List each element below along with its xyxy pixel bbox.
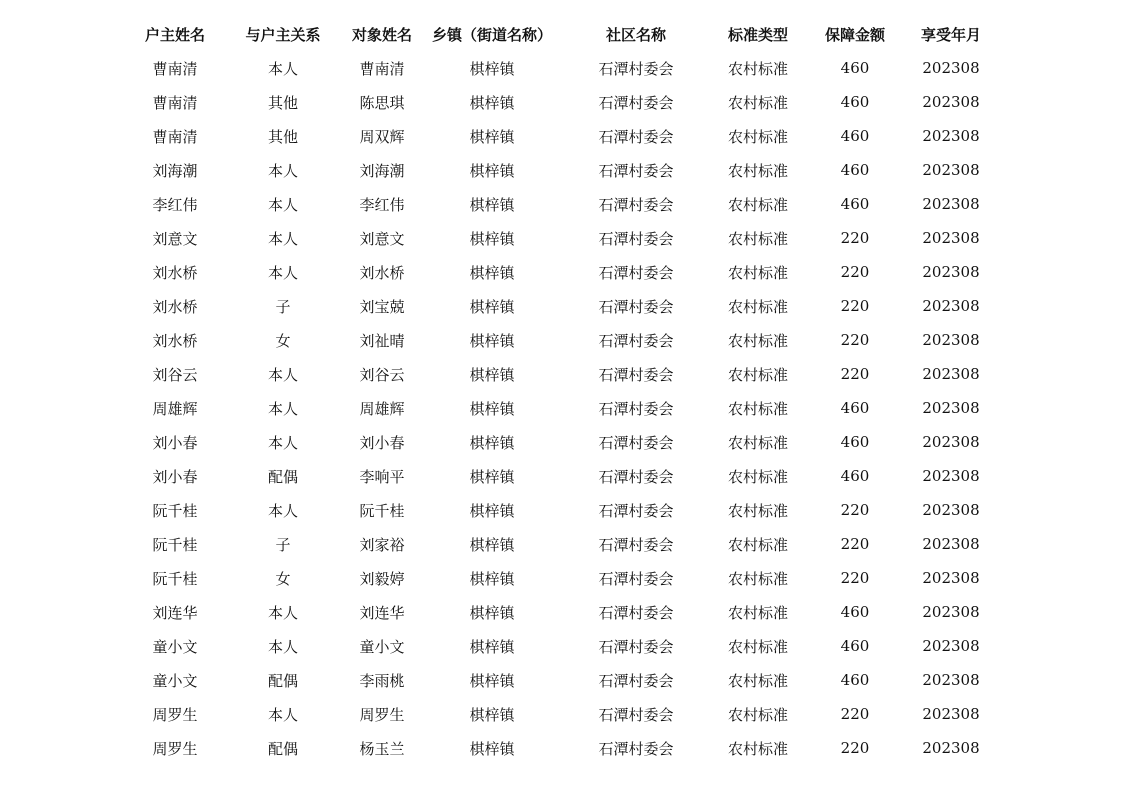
community-cell: 石潭村委会 xyxy=(598,93,674,112)
household-head-cell: 刘谷云 xyxy=(152,365,198,384)
town-cell: 棋梓镇 xyxy=(469,331,515,350)
month-cell: 202308 xyxy=(922,365,980,383)
community-cell: 石潭村委会 xyxy=(598,127,674,146)
recipient-name-cell: 杨玉兰 xyxy=(359,739,405,758)
month-cell: 202308 xyxy=(922,501,980,519)
town-cell: 棋梓镇 xyxy=(469,569,515,588)
amount-cell: 460 xyxy=(840,195,870,213)
town-cell: 棋梓镇 xyxy=(469,195,515,214)
relationship-cell: 子 xyxy=(275,297,291,316)
relationship-cell: 本人 xyxy=(267,161,298,180)
amount-cell: 460 xyxy=(840,161,870,179)
table-row xyxy=(124,323,996,357)
community-cell: 石潭村委会 xyxy=(598,433,674,452)
standard-type-cell: 农村标准 xyxy=(727,637,788,656)
month-cell: 202308 xyxy=(922,399,980,417)
month-cell: 202308 xyxy=(922,59,980,77)
standard-type-cell: 农村标准 xyxy=(727,161,788,180)
relationship-cell: 子 xyxy=(275,535,291,554)
amount-cell: 460 xyxy=(840,433,870,451)
month-cell: 202308 xyxy=(922,195,980,213)
table-row xyxy=(124,731,996,765)
amount-cell: 460 xyxy=(840,93,870,111)
standard-type-cell: 农村标准 xyxy=(727,603,788,622)
recipient-name-cell: 刘家裕 xyxy=(359,535,405,554)
header-town: 乡镇（街道名称） xyxy=(431,25,552,44)
standard-type-cell: 农村标准 xyxy=(727,331,788,350)
table-row xyxy=(124,119,996,153)
community-cell: 石潭村委会 xyxy=(598,297,674,316)
relationship-cell: 本人 xyxy=(267,603,298,622)
standard-type-cell: 农村标准 xyxy=(727,127,788,146)
amount-cell: 460 xyxy=(840,671,870,689)
recipient-name-cell: 刘意文 xyxy=(359,229,405,248)
recipient-name-cell: 周双辉 xyxy=(359,127,405,146)
community-cell: 石潭村委会 xyxy=(598,705,674,724)
table-row xyxy=(124,153,996,187)
community-cell: 石潭村委会 xyxy=(598,263,674,282)
table-row xyxy=(124,85,996,119)
table-body xyxy=(124,51,996,765)
table-row xyxy=(124,493,996,527)
amount-cell: 460 xyxy=(840,467,870,485)
table-row xyxy=(124,527,996,561)
table-row xyxy=(124,425,996,459)
amount-cell: 220 xyxy=(840,569,870,587)
amount-cell: 460 xyxy=(840,603,870,621)
town-cell: 棋梓镇 xyxy=(469,603,515,622)
recipient-name-cell: 李红伟 xyxy=(359,195,405,214)
community-cell: 石潭村委会 xyxy=(598,331,674,350)
header-month: 享受年月 xyxy=(920,25,981,44)
household-head-cell: 李红伟 xyxy=(152,195,198,214)
recipient-name-cell: 刘祉晴 xyxy=(359,331,405,350)
recipient-name-cell: 陈思琪 xyxy=(359,93,405,112)
household-head-cell: 刘海潮 xyxy=(152,161,198,180)
town-cell: 棋梓镇 xyxy=(469,263,515,282)
household-head-cell: 周罗生 xyxy=(152,739,198,758)
month-cell: 202308 xyxy=(922,263,980,281)
household-head-cell: 童小文 xyxy=(152,637,198,656)
standard-type-cell: 农村标准 xyxy=(727,569,788,588)
assistance-roster-table xyxy=(124,17,996,765)
relationship-cell: 配偶 xyxy=(267,467,298,486)
table-row xyxy=(124,561,996,595)
standard-type-cell: 农村标准 xyxy=(727,229,788,248)
standard-type-cell: 农村标准 xyxy=(727,195,788,214)
standard-type-cell: 农村标准 xyxy=(727,93,788,112)
relationship-cell: 其他 xyxy=(267,127,298,146)
recipient-name-cell: 李响平 xyxy=(359,467,405,486)
recipient-name-cell: 刘宝兢 xyxy=(359,297,405,316)
community-cell: 石潭村委会 xyxy=(598,603,674,622)
standard-type-cell: 农村标准 xyxy=(727,59,788,78)
household-head-cell: 阮千桂 xyxy=(152,501,198,520)
recipient-name-cell: 阮千桂 xyxy=(359,501,405,520)
town-cell: 棋梓镇 xyxy=(469,501,515,520)
table-row xyxy=(124,51,996,85)
standard-type-cell: 农村标准 xyxy=(727,501,788,520)
amount-cell: 460 xyxy=(840,399,870,417)
month-cell: 202308 xyxy=(922,637,980,655)
relationship-cell: 女 xyxy=(275,331,291,350)
recipient-name-cell: 童小文 xyxy=(359,637,405,656)
relationship-cell: 本人 xyxy=(267,229,298,248)
month-cell: 202308 xyxy=(922,229,980,247)
relationship-cell: 其他 xyxy=(267,93,298,112)
town-cell: 棋梓镇 xyxy=(469,297,515,316)
town-cell: 棋梓镇 xyxy=(469,671,515,690)
community-cell: 石潭村委会 xyxy=(598,399,674,418)
amount-cell: 220 xyxy=(840,739,870,757)
standard-type-cell: 农村标准 xyxy=(727,739,788,758)
recipient-name-cell: 周罗生 xyxy=(359,705,405,724)
recipient-name-cell: 刘海潮 xyxy=(359,161,405,180)
table-row xyxy=(124,697,996,731)
household-head-cell: 刘小春 xyxy=(152,467,198,486)
relationship-cell: 配偶 xyxy=(267,671,298,690)
table-row xyxy=(124,187,996,221)
relationship-cell: 本人 xyxy=(267,433,298,452)
table-row xyxy=(124,629,996,663)
recipient-name-cell: 李雨桃 xyxy=(359,671,405,690)
table-row xyxy=(124,663,996,697)
standard-type-cell: 农村标准 xyxy=(727,467,788,486)
relationship-cell: 本人 xyxy=(267,399,298,418)
amount-cell: 220 xyxy=(840,535,870,553)
month-cell: 202308 xyxy=(922,535,980,553)
header-standard-type: 标准类型 xyxy=(727,25,788,44)
standard-type-cell: 农村标准 xyxy=(727,535,788,554)
amount-cell: 460 xyxy=(840,127,870,145)
month-cell: 202308 xyxy=(922,331,980,349)
month-cell: 202308 xyxy=(922,569,980,587)
household-head-cell: 刘意文 xyxy=(152,229,198,248)
town-cell: 棋梓镇 xyxy=(469,59,515,78)
amount-cell: 460 xyxy=(840,59,870,77)
standard-type-cell: 农村标准 xyxy=(727,263,788,282)
recipient-name-cell: 刘连华 xyxy=(359,603,405,622)
relationship-cell: 本人 xyxy=(267,501,298,520)
table-row xyxy=(124,221,996,255)
table-row xyxy=(124,357,996,391)
amount-cell: 220 xyxy=(840,331,870,349)
relationship-cell: 本人 xyxy=(267,195,298,214)
header-amount: 保障金额 xyxy=(824,25,885,44)
amount-cell: 220 xyxy=(840,229,870,247)
amount-cell: 220 xyxy=(840,705,870,723)
household-head-cell: 刘水桥 xyxy=(152,263,198,282)
community-cell: 石潭村委会 xyxy=(598,637,674,656)
recipient-name-cell: 刘水桥 xyxy=(359,263,405,282)
month-cell: 202308 xyxy=(922,297,980,315)
month-cell: 202308 xyxy=(922,127,980,145)
household-head-cell: 曹南清 xyxy=(152,93,198,112)
header-relationship: 与户主关系 xyxy=(245,25,321,44)
community-cell: 石潭村委会 xyxy=(598,365,674,384)
amount-cell: 460 xyxy=(840,637,870,655)
recipient-name-cell: 刘毅婷 xyxy=(359,569,405,588)
amount-cell: 220 xyxy=(840,297,870,315)
town-cell: 棋梓镇 xyxy=(469,161,515,180)
table-row xyxy=(124,289,996,323)
community-cell: 石潭村委会 xyxy=(598,467,674,486)
town-cell: 棋梓镇 xyxy=(469,127,515,146)
community-cell: 石潭村委会 xyxy=(598,161,674,180)
table-row xyxy=(124,391,996,425)
header-household-head: 户主姓名 xyxy=(144,25,205,44)
recipient-name-cell: 周雄辉 xyxy=(359,399,405,418)
town-cell: 棋梓镇 xyxy=(469,535,515,554)
relationship-cell: 女 xyxy=(275,569,291,588)
household-head-cell: 周雄辉 xyxy=(152,399,198,418)
community-cell: 石潭村委会 xyxy=(598,569,674,588)
amount-cell: 220 xyxy=(840,263,870,281)
standard-type-cell: 农村标准 xyxy=(727,365,788,384)
household-head-cell: 童小文 xyxy=(152,671,198,690)
table-row xyxy=(124,255,996,289)
household-head-cell: 刘小春 xyxy=(152,433,198,452)
community-cell: 石潭村委会 xyxy=(598,739,674,758)
month-cell: 202308 xyxy=(922,161,980,179)
community-cell: 石潭村委会 xyxy=(598,59,674,78)
town-cell: 棋梓镇 xyxy=(469,365,515,384)
month-cell: 202308 xyxy=(922,467,980,485)
header-recipient-name: 对象姓名 xyxy=(351,25,412,44)
month-cell: 202308 xyxy=(922,739,980,757)
household-head-cell: 曹南清 xyxy=(152,127,198,146)
town-cell: 棋梓镇 xyxy=(469,467,515,486)
relationship-cell: 配偶 xyxy=(267,739,298,758)
relationship-cell: 本人 xyxy=(267,637,298,656)
month-cell: 202308 xyxy=(922,671,980,689)
town-cell: 棋梓镇 xyxy=(469,705,515,724)
recipient-name-cell: 曹南清 xyxy=(359,59,405,78)
standard-type-cell: 农村标准 xyxy=(727,705,788,724)
month-cell: 202308 xyxy=(922,93,980,111)
household-head-cell: 刘连华 xyxy=(152,603,198,622)
household-head-cell: 刘水桥 xyxy=(152,297,198,316)
table-header-row xyxy=(124,17,996,51)
standard-type-cell: 农村标准 xyxy=(727,671,788,690)
relationship-cell: 本人 xyxy=(267,59,298,78)
household-head-cell: 阮千桂 xyxy=(152,569,198,588)
relationship-cell: 本人 xyxy=(267,263,298,282)
town-cell: 棋梓镇 xyxy=(469,229,515,248)
household-head-cell: 阮千桂 xyxy=(152,535,198,554)
table-row xyxy=(124,459,996,493)
community-cell: 石潭村委会 xyxy=(598,501,674,520)
amount-cell: 220 xyxy=(840,365,870,383)
household-head-cell: 曹南清 xyxy=(152,59,198,78)
standard-type-cell: 农村标准 xyxy=(727,433,788,452)
community-cell: 石潭村委会 xyxy=(598,229,674,248)
standard-type-cell: 农村标准 xyxy=(727,297,788,316)
month-cell: 202308 xyxy=(922,705,980,723)
relationship-cell: 本人 xyxy=(267,705,298,724)
town-cell: 棋梓镇 xyxy=(469,93,515,112)
amount-cell: 220 xyxy=(840,501,870,519)
recipient-name-cell: 刘谷云 xyxy=(359,365,405,384)
community-cell: 石潭村委会 xyxy=(598,535,674,554)
standard-type-cell: 农村标准 xyxy=(727,399,788,418)
table-row xyxy=(124,595,996,629)
town-cell: 棋梓镇 xyxy=(469,637,515,656)
household-head-cell: 周罗生 xyxy=(152,705,198,724)
relationship-cell: 本人 xyxy=(267,365,298,384)
community-cell: 石潭村委会 xyxy=(598,195,674,214)
month-cell: 202308 xyxy=(922,433,980,451)
town-cell: 棋梓镇 xyxy=(469,739,515,758)
town-cell: 棋梓镇 xyxy=(469,399,515,418)
community-cell: 石潭村委会 xyxy=(598,671,674,690)
town-cell: 棋梓镇 xyxy=(469,433,515,452)
recipient-name-cell: 刘小春 xyxy=(359,433,405,452)
household-head-cell: 刘水桥 xyxy=(152,331,198,350)
month-cell: 202308 xyxy=(922,603,980,621)
header-community: 社区名称 xyxy=(605,25,666,44)
